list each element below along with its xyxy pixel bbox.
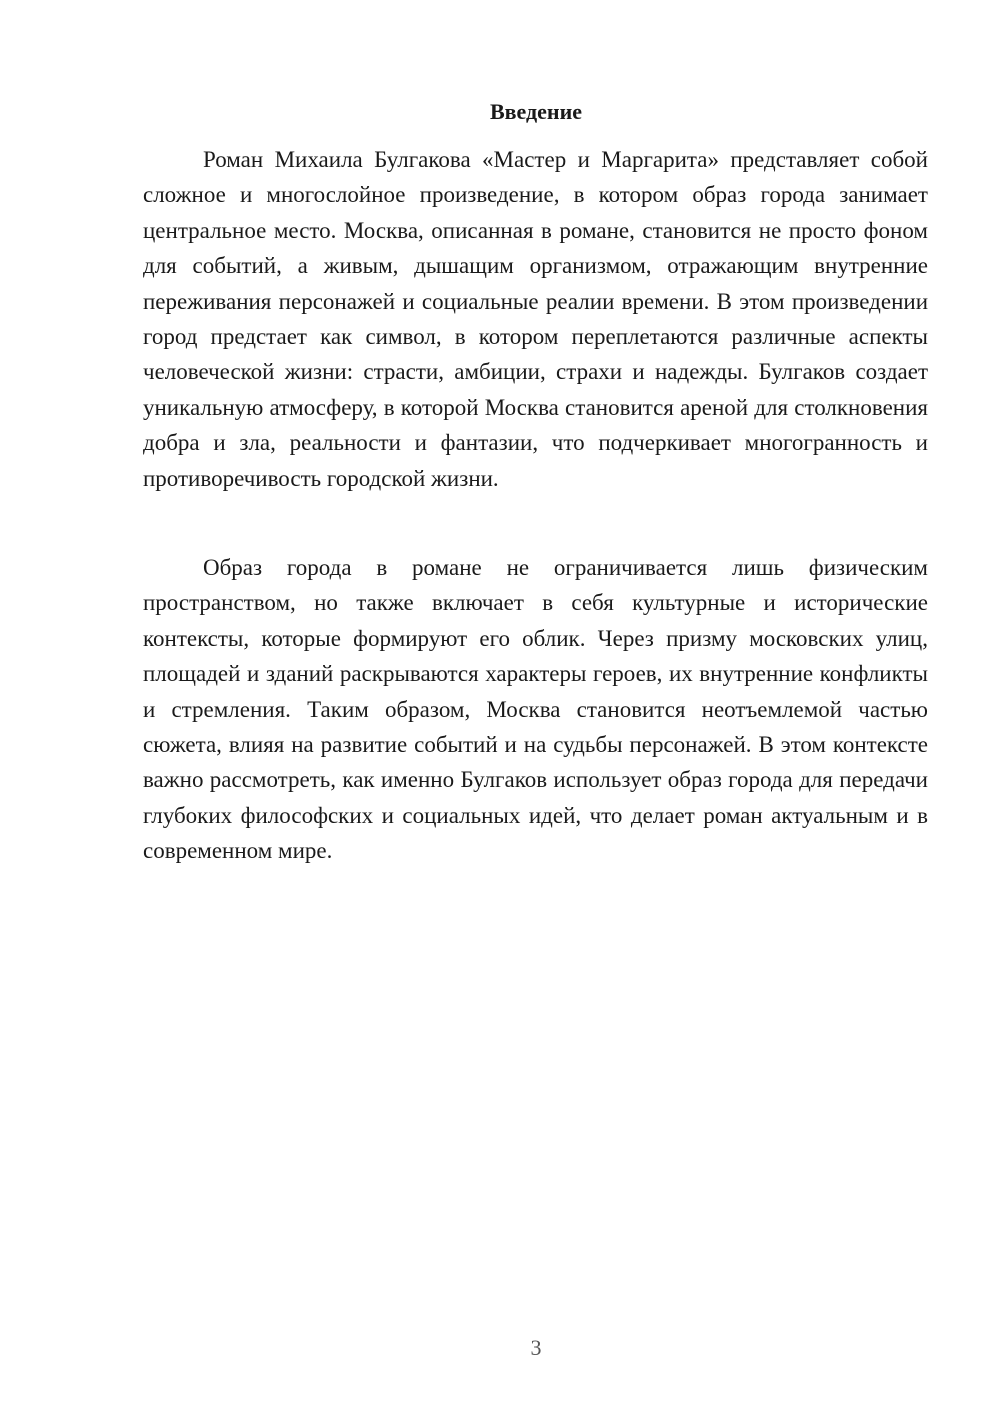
paragraph-intro: Роман Михаила Булгакова «Мастер и Маргарита» представляет собой сложное и многослойное произведение, в котором образ города занимает центральное место. Москва, описанная в романе, становится не просто фоном для событий, а живым, дышащим организмом, отражающим внутренние переживания персонажей и социальные реалии времени. В этом произведении город предстает как символ, в котором переплетаются различные аспекты человеческой жизни: страсти, амбиции, страхи и надежды. Булгаков создает уникальную атмосферу, в которой Москва становится ареной для столкновения добра и зла, реальности и фантазии, что подчеркивает многогранность и противоречивость городской жизни. [143, 147, 928, 491]
paragraph-city-image: Образ города в романе не ограничивается лишь физическим пространством, но также включает в себя культурные и исторические контексты, которые формируют его облик. Через призму московских улиц, площадей и зданий раскрываются характеры героев, их внутренние конфликты и стремления. Таким образом, Москва становится неотъемлемой частью сюжета, влияя на развитие событий и на судьбы персонажей. В этом контексте важно рассмотреть, как именно Булгаков использует образ города для передачи глубоких философских и социальных идей, что делает роман актуальным и в современном мире. [143, 555, 928, 864]
page-number: 3 [530, 1335, 542, 1360]
section-heading: Введение [489, 99, 583, 124]
